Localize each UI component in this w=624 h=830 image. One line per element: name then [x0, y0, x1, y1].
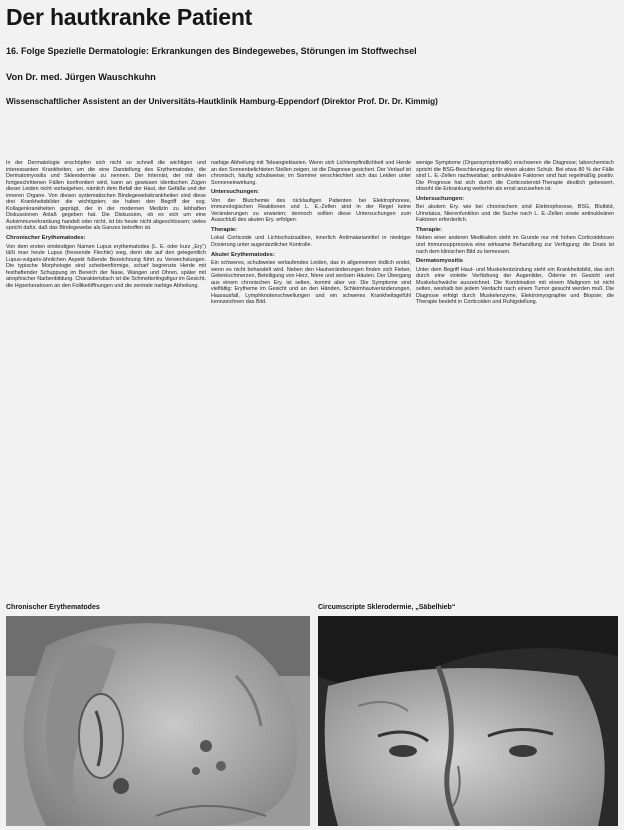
paragraph: narbige Abheilung mit Teleangiektasien. Wenn sich Lichtempfindlichkeit und Herde an den Sonnenbelichteten Stellen zeigen, ist die Diagnose gesichert. Der Verlauf ist chronisch, häufig schubweise; im Sommer verschlechtert sich das Leiden unter Sonneneinwirkung. [211, 160, 411, 186]
text-column-2 [211, 160, 411, 309]
section-heading: Akuter Erythematodes: [211, 251, 275, 258]
photo-caption-right: Circumscripte Sklerodermie, „Säbelhieb“ [318, 604, 456, 611]
paragraph: Von der Blutchemie des rücklaufigen Patienten bei Elektrophorese, immunologischen Reaktionen und L. E.-Zellen sind in der Regel keine Veränderungen zu erwarten; dennoch sollten diese Untersuchungen zum Ausschluß des akuten Ery. erfolgen. [211, 197, 411, 224]
article-subtitle: 16. Folge Spezielle Dermatologie: Erkrankungen des Bindegewebes, Störungen im Stoffwechsel [6, 46, 417, 56]
paragraph: In der Dermatologie erschöpfen sich nicht so schnell die wichtigen und interessanten Krankheiten, um die eine Darstellung des Erythematodes, die Dermatomyositis und Sklerodermie zu nennen. Der Internist, der mit den fortgeschrittenen Fällen konfrontiert wird, kann an gewissen identischen Zügen dieser Leiden nicht vorbeigehen, nämlich dem Befall der Haut, der Gefäße und der inneren Organe. Von diesen systematischen Bindegewebskrankheiten sind diese drei Krankheitsbilder die wichtigsten; sie haben den Begriff der sog. Kollagenkrankheiten geprägt, der in der modernen Medizin zu lebhaften Diskussionen Anlaß gegeben hat. Die Diskussion, ob es sich um eine Autoimmunerkrankung handelt oder nicht, ist bis heute nicht abgeschlossen; vieles spricht dafür, daß das Bindegewebe als Ganzes betroffen ist. [6, 160, 206, 232]
section-heading: Therapie: [211, 226, 238, 233]
section-heading: Untersuchungen: [416, 195, 464, 202]
paragraph: Von dem ersten eindeutigen Namen Lupus erythematodes (L. E. oder kurz „Ery“) läßt man heute Lupus (fressende Flechte) weg, denn die auf den gelegentlich Lupus-vulgaris-ähnlichen Aspekt fußende Bezeichnung führt zu Verwechslungen. Die typische Morphologie sind scheibenförmige, scharf begrenzte Herde mit festhaftender Schuppung im Bereich der Nase, Wangen und Ohren, später mit atrophischer Narbenbildung. Charakteristisch ist die Schmetterlingsfigur im Gesicht, die Hyperkeratosen an den Follikelöffnungen und die zentrale narbige Abheilung. [6, 243, 206, 289]
section-heading: Dermatomyositis [416, 258, 464, 265]
section-heading: Untersuchungen: [211, 189, 259, 196]
paragraph: Ein schweres, schubweise verlaufendes Leiden, das in allgemeinen tödlich endet, wenn es nicht behandelt wird. Neben den Hautveränderungen finden sich Fieber, Gelenkschmerzen, Beteiligung von Herz, Niere und serösen Häuten. Der Übergang aus einem chronischen Ery. ist selten, kommt aber vor. Die Symptome sind vielfältig: Erytheme im Gesicht und an den Händen, Schleimhautveränderungen, Haarausfall, Lymphknotenschwellungen und ein schweres Krankheitsgefühl kennzeichnen das Bild. [211, 260, 411, 306]
paragraph: Neben einer anderen Medikation steht im Grunde nur mit hohen Corticoiddosen und Immunsuppressiva eine wirksame Behandlung zur Verfügung; die Dosis ist nach dem klinischen Bild zu bemessen. [416, 235, 614, 255]
paragraph: Bei akutem Ery. wie bei chronischem sind Elektrophorese, BSG, Blutbild, Urinstatus, Nierenfunktion und die Suche nach L. E.-Zellen sowie antinukleären Faktoren erforderlich. [416, 204, 614, 224]
author-line: Von Dr. med. Jürgen Wauschkuhn [6, 72, 156, 82]
text-column-3 [416, 160, 614, 309]
patient-photo-right [318, 616, 618, 826]
photo-caption-left: Chronischer Erythematodes [6, 604, 100, 611]
paragraph: wenige Symptome (Organsymptomatik) erschweren die Diagnose; laborchemisch spricht die BSG-Beschleunigung für einen akuten Schub. Bei etwa 80 % der Fälle sind L. E.-Zellen nachweisbar; antinukleäre Faktoren sind fast regelmäßig positiv. Die Prognose hat sich durch die Corticosteroid-Therapie deutlich gebessert, obwohl die Erkrankung weiterhin als ernst anzusehen ist. [416, 160, 614, 193]
paragraph: Lokal Corticoide und Lichtschutzsalben, innerlich Antimalariamittel in niedriger Dosierung unter augenärztlicher Kontrolle. [211, 235, 411, 249]
section-heading: Chronischer Erythematodes: [6, 235, 86, 242]
article-title: Der hautkranke Patient [6, 4, 253, 30]
paragraph: Unter dem Begriff Haut- und Muskelentzündung steht ein Krankheitsbild, das sich durch eine violette Verfärbung der Augenlider, Ödeme im Gesicht und Muskelschwäche auszeichnet. Die Kombination mit einem Malignom ist nicht selten, weshalb bei jedem Verdacht nach einem Tumor gesucht werden muß. Die Diagnose erfolgt durch Muskelenzyme, Elektromyographie und Biopsie; die Therapie besteht in Corticoiden und Ruhigstellung. [416, 266, 614, 306]
patient-photo-left [6, 616, 310, 826]
text-column-1 [6, 160, 206, 292]
affiliation-line: Wissenschaftlicher Assistent an der Universitäts-Hautklinik Hamburg-Eppendorf (Direktor Prof. Dr. Dr. Kimmig) [6, 97, 438, 106]
section-heading: Therapie: [416, 226, 443, 233]
